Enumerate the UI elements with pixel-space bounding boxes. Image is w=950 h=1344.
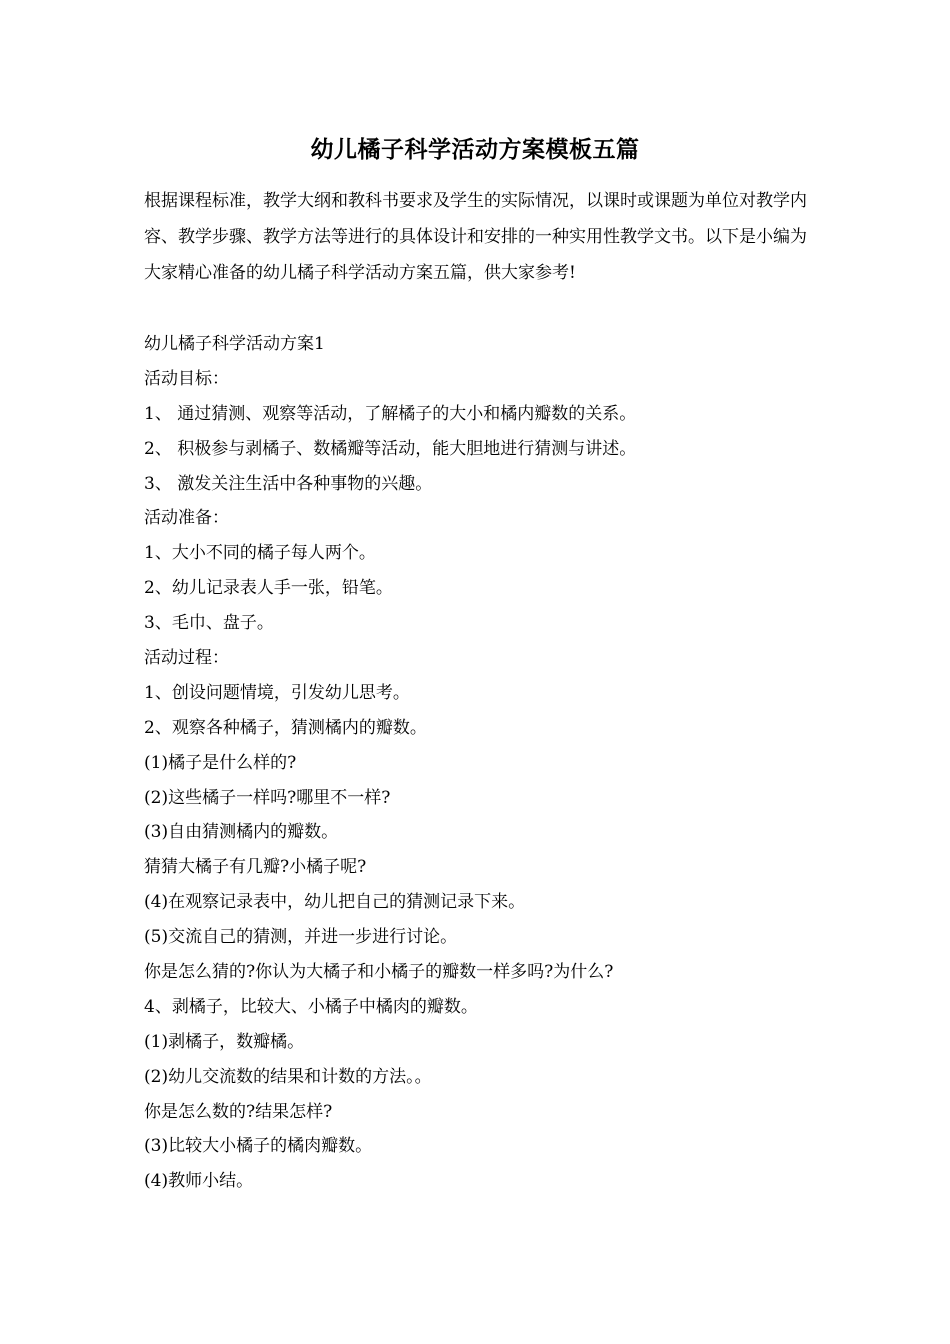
text-line: (5)交流自己的猜测，并进一步进行讨论。 — [144, 927, 458, 948]
text-line: (4)教师小结。 — [144, 1171, 254, 1192]
intro-paragraph: 根据课程标准，教学大纲和教科书要求及学生的实际情况，以课时或课题为单位对教学内容、教学步骤、教学方法等进行的具体设计和安排的一种实用性教学文书。以下是小编为大家精心准备的幼儿橘子科学活动方案五篇，供大家参考! — [144, 191, 807, 283]
text-line: 3、 激发关注生活中各种事物的兴趣。 — [144, 473, 433, 494]
content-lines — [144, 327, 810, 1199]
text-line: 1、 通过猜测、观察等活动，了解橘子的大小和橘内瓣数的关系。 — [144, 403, 637, 424]
text-line: (2)幼儿交流数的结果和计数的方法。。 — [144, 1066, 432, 1087]
text-line: (3)自由猜测橘内的瓣数。 — [144, 822, 339, 843]
subheading-process: 活动过程： — [144, 648, 229, 669]
text-line: (2)这些橘子一样吗?哪里不一样? — [144, 787, 391, 808]
text-line: 2、观察各种橘子，猜测橘内的瓣数。 — [144, 717, 427, 738]
text-line: 2、 积极参与剥橘子、数橘瓣等活动，能大胆地进行猜测与讲述。 — [144, 438, 637, 459]
text-line: (3)比较大小橘子的橘肉瓣数。 — [144, 1136, 373, 1157]
subheading-preparation: 活动准备： — [144, 508, 229, 529]
section-heading: 幼儿橘子科学活动方案1 — [144, 334, 325, 354]
text-line: 你是怎么数的?结果怎样? — [144, 1101, 333, 1122]
text-line: 1、大小不同的橘子每人两个。 — [144, 543, 376, 564]
text-line: 4、剥橘子，比较大、小橘子中橘肉的瓣数。 — [144, 996, 478, 1017]
text-line: 3、毛巾、盘子。 — [144, 613, 274, 634]
text-line: 2、幼儿记录表人手一张，铅笔。 — [144, 578, 393, 599]
text-line: (1)橘子是什么样的? — [144, 752, 297, 773]
text-line: (4)在观察记录表中，幼儿把自己的猜测记录下来。 — [144, 892, 526, 913]
text-line: (1)剥橘子，数瓣橘。 — [144, 1031, 305, 1052]
document-title: 幼儿橘子科学活动方案模板五篇 — [310, 136, 640, 163]
text-line: 1、创设问题情境，引发幼儿思考。 — [144, 682, 410, 703]
text-line: 猜猜大橘子有几瓣?小橘子呢? — [144, 857, 367, 878]
text-line: 你是怎么猜的?你认为大橘子和小橘子的瓣数一样多吗?为什么? — [144, 962, 614, 983]
subheading-goals: 活动目标： — [144, 368, 229, 389]
